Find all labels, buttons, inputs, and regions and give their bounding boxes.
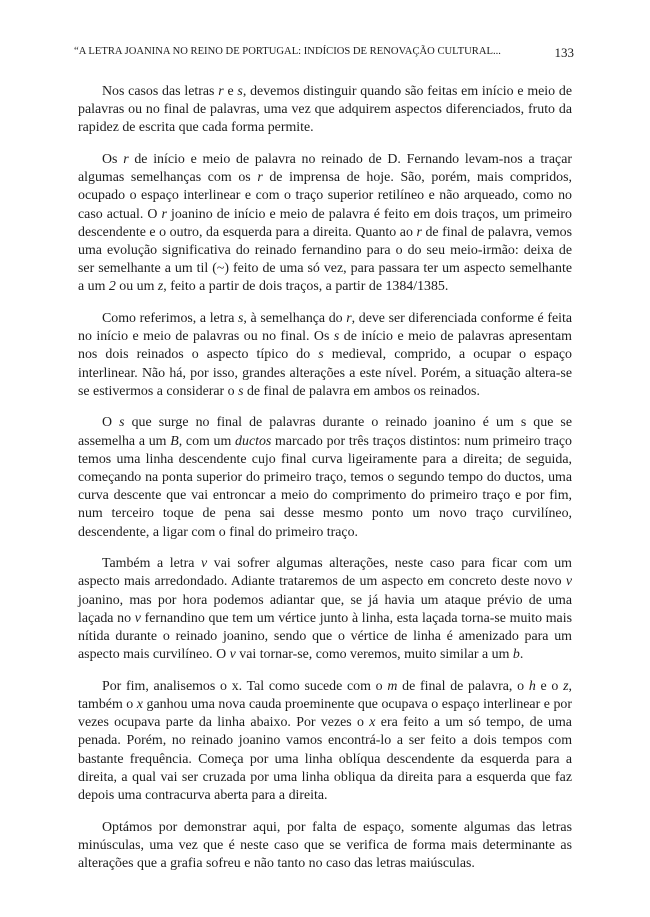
italic-letter: s xyxy=(237,84,243,99)
italic-letter: r xyxy=(161,206,167,222)
italic-letter: s xyxy=(238,311,244,327)
paragraph-1: Nos casos das letras r e s, devemos distinguir quando são feitas em início e meio de palavras ou no final de palavras, uma vez que adquirem aspectos diferenciados, fruto da rapidez de escrita que cada forma permite. xyxy=(78,84,572,136)
paragraph-7: Optámos por demonstrar aqui, por falta de espaço, somente algumas das letras minúsculas, uma vez que é neste caso que se verifica de forma mais determinante as alterações que a grafia sofreu e não tanto no caso das letras maiúsculas. xyxy=(78,819,572,872)
italic-letter: b xyxy=(512,647,520,663)
italic-letter: r xyxy=(346,311,352,327)
paragraph-5: Também a letra v vai sofrer algumas alterações, neste caso para ficar com um aspecto mais arredondado. Adiante trataremos de um aspecto em concreto deste novo v joanino, mas por hora podemos adiantar que, se já havia um ataque prévio de uma laçada no v fernandino que tem um vértice junto à linha, esta laçada torna-se muito mais nítida durante o reinado joanino, sendo que o vértice de linha é amenizado para um aspecto mais curvilíneo. O v vai tornar-se, como veremos, muito similar a um b. xyxy=(78,556,572,663)
italic-letter: h xyxy=(528,678,536,694)
paragraph-4: O s que surge no final de palavras durante o reinado joanino é um s que se assemelha a um B, com um ductos marcado por três traços distintos: num primeiro traço temos uma linha descendente cujo final curva ligeiramente para a direita; de seguida, começando na ponta superior do primeiro traço, temos o segundo tempo do ductos, uma curva descente que vai entroncar a meio do comprimento do primeiro traço e por fim, num terceiro toque de pena sai desse mesmo ponto um novo traço curvilíneo, descendente, a ligar com o final do primeiro traço. xyxy=(78,415,572,540)
italic-letter: s xyxy=(119,415,125,431)
italic-letter: s xyxy=(238,383,244,399)
paragraph-3: Como referimos, a letra s, à semelhança do r, deve ser diferenciada conforme é feita no início e meio de palavras ou no final. Os s de início e meio de palavras apresentam nos dois reinados o aspecto típico do s medieval, comprido, a ocupar o espaço interlinear. Não há, por isso, grandes alterações a este nível. Porém, a situação altera-se se estivermos a considerar o s de final de palavra em ambos os reinados. xyxy=(78,311,573,399)
italic-letter: z xyxy=(157,279,164,295)
body-text xyxy=(78,83,572,887)
italic-letter: 2 xyxy=(108,279,116,295)
italic-letter: v xyxy=(201,556,208,572)
italic-letter: r xyxy=(123,152,129,167)
italic-letter: r xyxy=(416,224,422,240)
italic-letter: s xyxy=(318,347,324,363)
paragraph-2: Os r de início e meio de palavra no reinado de D. Fernando levam-nos a traçar algumas semelhanças com os r de imprensa de hoje. São, porém, mais compridos, ocupado o espaço interlinear e com o traço superior retilíneo e não arqueado, como no caso actual. O r joanino de início e meio de palavra é feito em dois traços, um primeiro descendente e o outro, da esquerda para a direita. Quanto ao r de final de palavra, vemos uma evolução significativa do reinado fernandino para o do seu meio-irmão: deixa de ser semelhante a um til (~) feito de uma só vez, para passara ter um aspecto semelhante a um 2 ou um z, feito a partir de dois traços, a partir de 1384/1385. xyxy=(78,152,572,295)
italic-letter: s xyxy=(333,329,340,345)
running-head: “A LETRA JOANINA NO REINO DE PORTUGAL: INDÍCIOS DE RENOVAÇÃO CULTURAL... xyxy=(74,46,501,57)
italic-letter: z xyxy=(563,678,569,694)
italic-letter: x xyxy=(369,715,376,731)
paragraph-6: Por fim, analisemos o x. Tal como sucede com o m de final de palavra, o h e o z, também o x ganhou uma nova cauda proeminente que ocupava o espaço interlinear e por vezes ocupava parte da linha abaixo. Por vezes o x era feito a um só tempo, de uma penada. Porém, no reinado joanino vamos encontrá-lo a ser feito a dois tempos com bastante frequência. Começa por uma linha oblíqua descendente da esquerda para a direita, a qual vai ser cruzada por uma linha obliqua da direita para a esquerda que faz depois uma contracurva aberta para a direita. xyxy=(78,678,573,804)
italic-letter: m xyxy=(387,678,398,694)
italic-letter: B xyxy=(170,433,179,449)
italic-letter: v xyxy=(229,647,236,663)
italic-letter: r xyxy=(257,170,263,186)
italic-letter: v xyxy=(134,610,141,626)
italic-letter: r xyxy=(218,84,224,99)
page-header xyxy=(74,46,574,64)
italic-letter: ductos xyxy=(235,433,272,449)
italic-letter: v xyxy=(565,574,572,590)
italic-letter: x xyxy=(136,697,143,713)
page-number: 133 xyxy=(554,45,574,60)
